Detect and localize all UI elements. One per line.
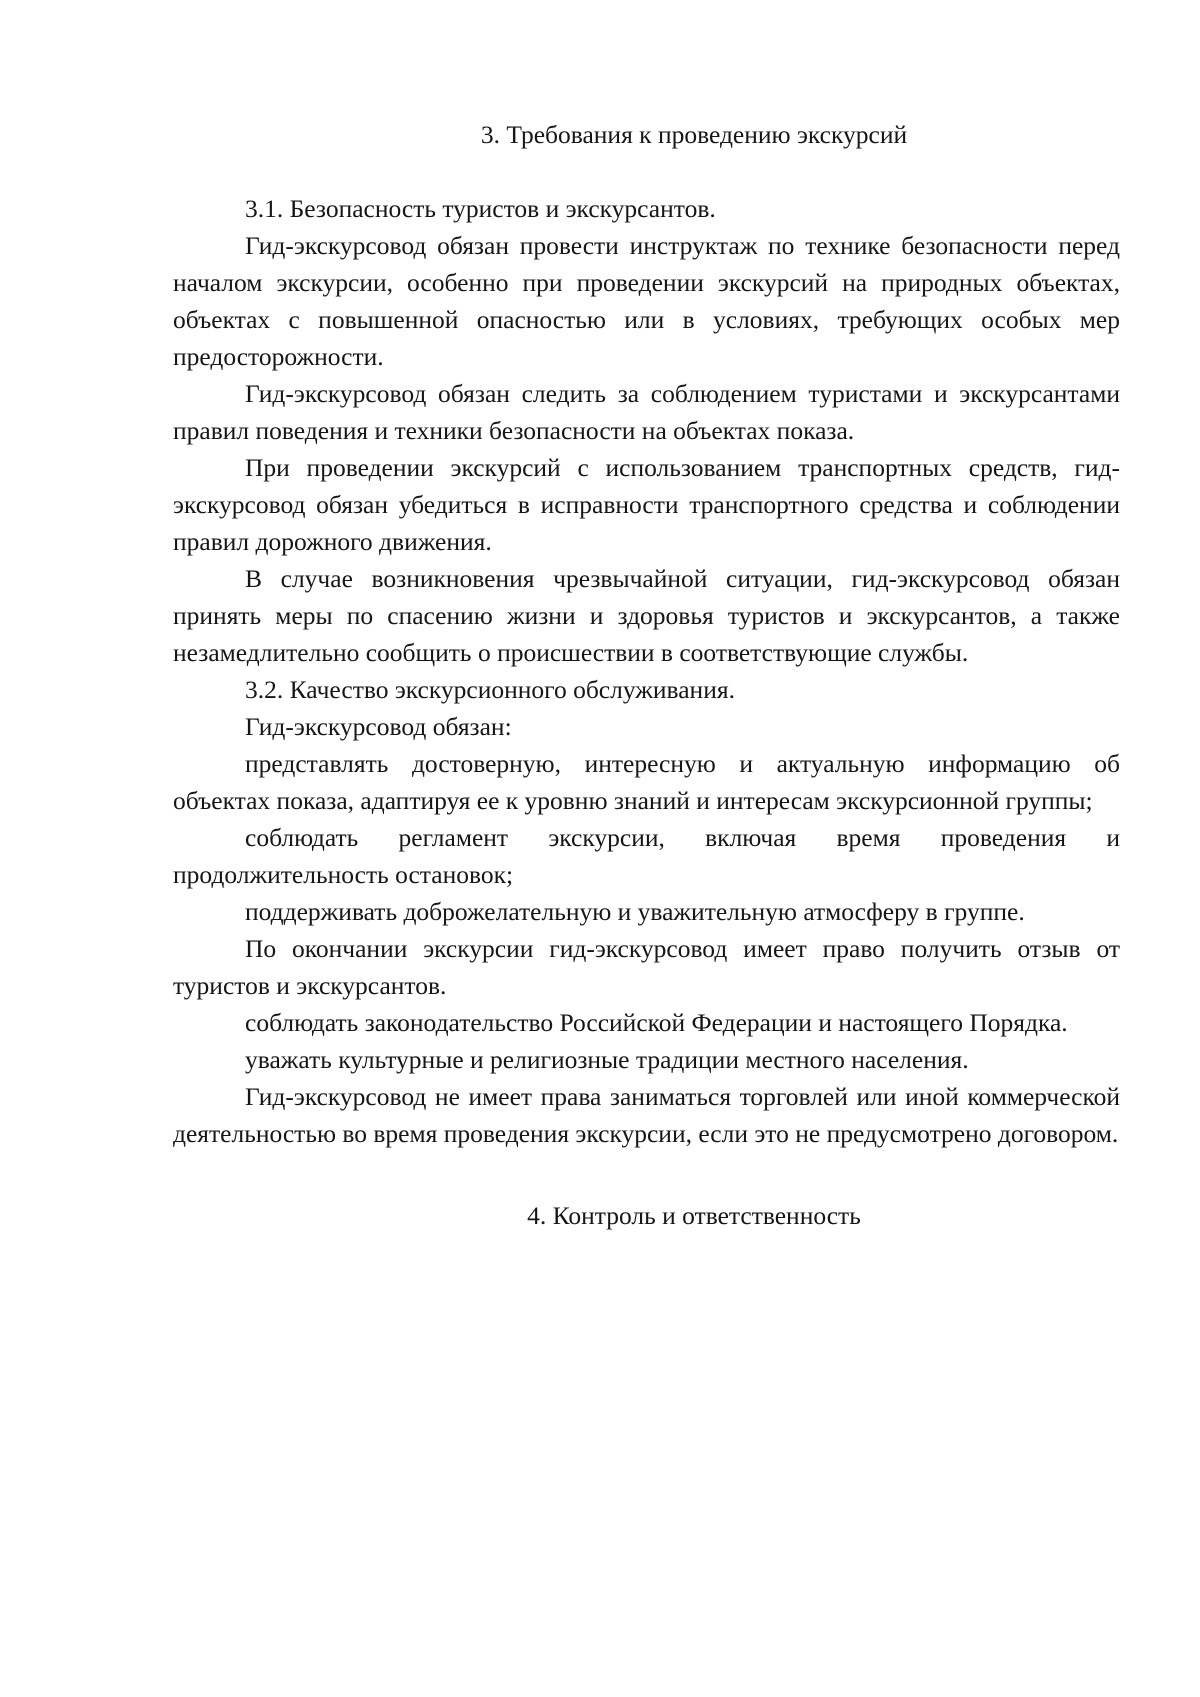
list-item-legislation: соблюдать законодательство Российской Федерации и настоящего Порядка. <box>245 1008 1068 1037</box>
list-item-schedule: соблюдать регламент экскурсии, включая время проведения и продолжительность остановок; <box>173 823 1120 889</box>
list-item-information: представлять достоверную, интересную и актуальную информацию об объектах показа, адаптируя ее к уровню знаний и интересам экскурсионной группы; <box>173 749 1120 815</box>
paragraph-commercial-restriction: Гид-экскурсовод не имеет права заниматься торговлей или иной коммерческой деятельностью во время проведения экскурсии, если это не предусмотрено договором. <box>173 1082 1120 1148</box>
paragraph-safety-briefing: Гид-экскурсовод обязан провести инструктаж по технике безопасности перед началом экскурсии, особенно при проведении экскурсий на природных объектах, объектах с повышенной опасностью или в условиях, требующих особых мер предосторожности. <box>173 231 1120 371</box>
list-item-traditions: уважать культурные и религиозные традиции местного населения. <box>245 1045 969 1074</box>
list-item-atmosphere: поддерживать доброжелательную и уважительную атмосферу в группе. <box>245 897 1025 926</box>
section-4-heading: 4. Контроль и ответственность <box>527 1201 861 1230</box>
subsection-3-2-title: 3.2. Качество экскурсионного обслуживания. <box>245 675 735 704</box>
paragraph-rules-monitoring: Гид-экскурсовод обязан следить за соблюдением туристами и экскурсантами правил поведения и техники безопасности на объектах показа. <box>173 379 1120 445</box>
section-3-heading: 3. Требования к проведению экскурсий <box>480 120 908 149</box>
paragraph-guide-obliged: Гид-экскурсовод обязан: <box>245 712 512 741</box>
document-page <box>173 100 1120 1234</box>
paragraph-transport: При проведении экскурсий с использованием транспортных средств, гид-экскурсовод обязан убедиться в исправности транспортного средства и соблюдении правил дорожного движения. <box>173 453 1120 556</box>
subsection-3-1-title: 3.1. Безопасность туристов и экскурсантов. <box>245 194 716 223</box>
paragraph-emergency: В случае возникновения чрезвычайной ситуации, гид-экскурсовод обязан принять меры по спасению жизни и здоровья туристов и экскурсантов, а также незамедлительно сообщить о происшествии в соответствующие службы. <box>173 564 1120 667</box>
paragraph-feedback: По окончании экскурсии гид-экскурсовод имеет право получить отзыв от туристов и экскурсантов. <box>173 934 1120 1000</box>
